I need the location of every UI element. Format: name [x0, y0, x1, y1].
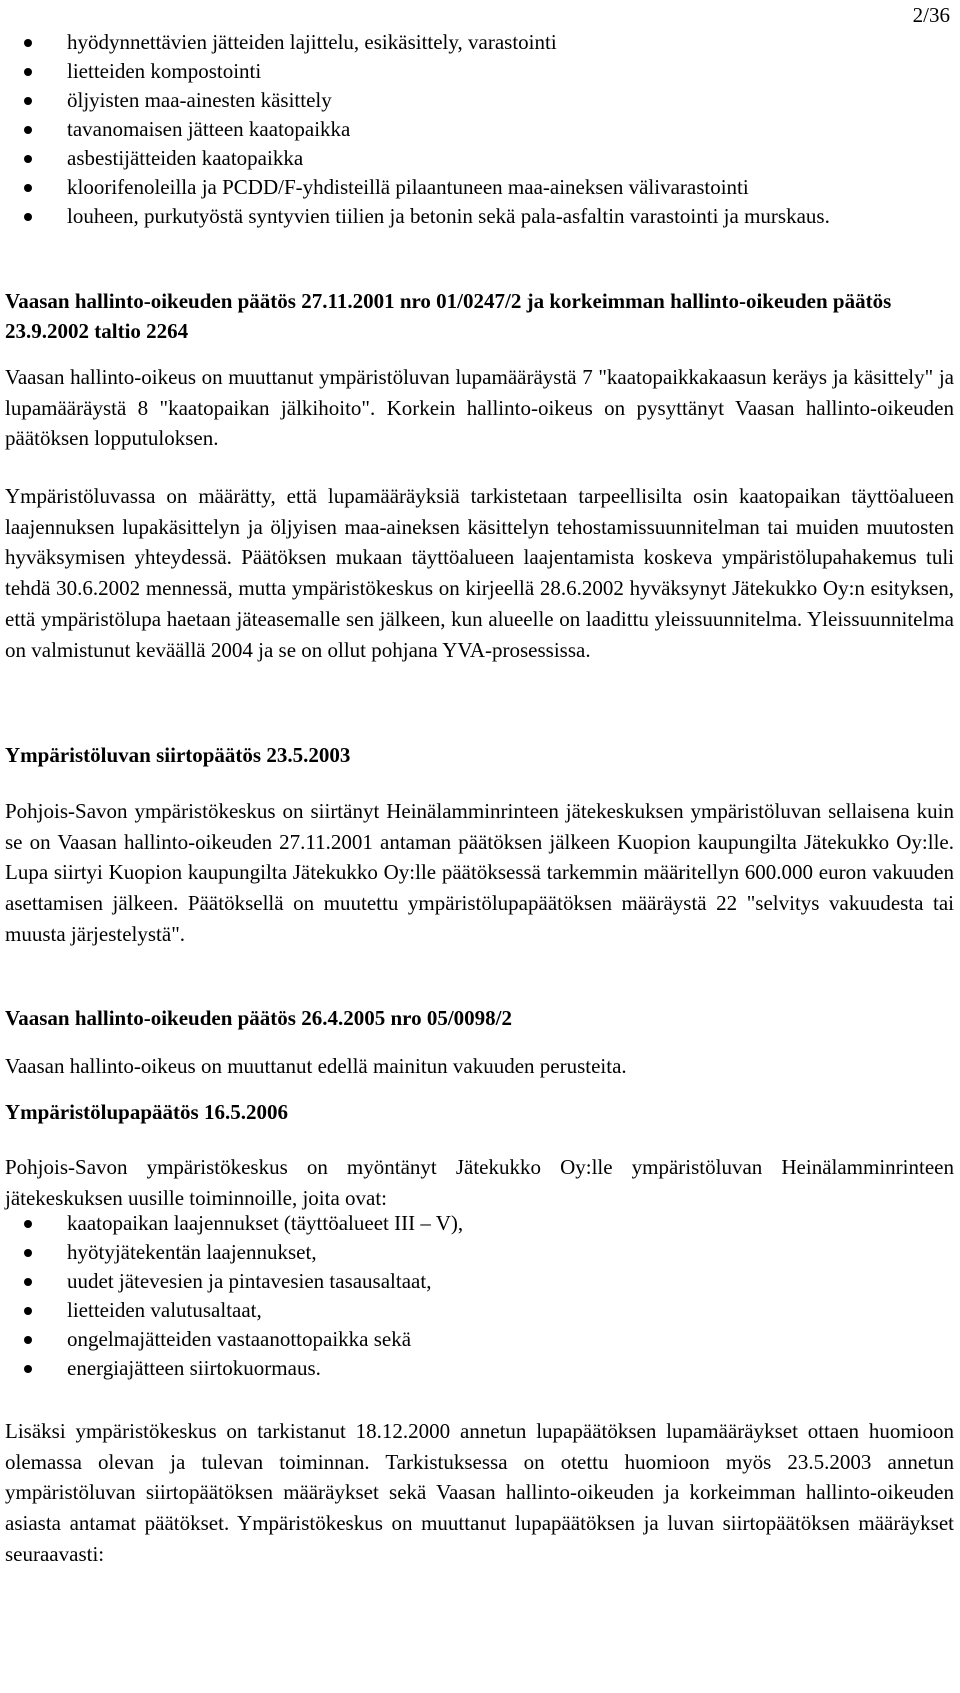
section-heading: Vaasan hallinto-oikeuden päätös 26.4.2005 nro 05/0098/2 [5, 1006, 513, 1030]
list-item: lietteiden valutusaltaat, [0, 1296, 483, 1325]
list-item: energiajätteen siirtokuormaus. [0, 1354, 483, 1383]
list-item: louheen, purkutyöstä syntyvien tiilien ja betonin sekä pala-asfaltin varastointi ja murskaus. [0, 202, 850, 231]
paragraph: Vaasan hallinto-oikeus on muuttanut edellä mainitun vakuuden perusteita. [5, 1054, 627, 1078]
list-item: öljyisten maa-ainesten käsittely [0, 86, 850, 115]
list-item: hyötyjätekentän laajennukset, [0, 1238, 483, 1267]
list-item: hyödynnettävien jätteiden lajittelu, esikäsittely, varastointi [0, 28, 850, 57]
section-heading: Vaasan hallinto-oikeuden päätös 27.11.2001 nro 01/0247/2 ja korkeimman hallinto-oikeuden päätös 23.9.2002 taltio 2264 [5, 289, 892, 343]
list-item: uudet jätevesien ja pintavesien tasausaltaat, [0, 1267, 483, 1296]
activity-list [0, 28, 850, 231]
list-item: tavanomaisen jätteen kaatopaikka [0, 115, 850, 144]
list-item: ongelmajätteiden vastaanottopaikka sekä [0, 1325, 483, 1354]
list-item: asbestijätteiden kaatopaikka [0, 144, 850, 173]
paragraph: Pohjois-Savon ympäristökeskus on myöntänyt Jätekukko Oy:lle ympäristöluvan Heinälamminrinteen jätekeskuksen uusille toiminnoille, joita ovat: [5, 1155, 954, 1210]
list-item: kloorifenoleilla ja PCDD/F-yhdisteillä pilaantuneen maa-aineksen välivarastointi [0, 173, 850, 202]
paragraph: Pohjois-Savon ympäristökeskus on siirtänyt Heinälamminrinteen jätekeskuksen ympäristöluvan sellaisena kuin se on Vaasan hallinto-oikeuden 27.11.2001 antaman päätöksen jälkeen Kuopion kaupungilta Jätekukko Oy:lle. Lupa siirtyi Kuopion kaupungilta Jätekukko Oy:lle päätöksessä tarkemmin määritellyn 600.000 euron vakuuden asettamisen jälkeen. Päätöksellä on muutettu ympäristölupapäätöksen määräystä 22 "selvitys vakuudesta tai muusta järjestelystä". [5, 799, 954, 946]
section-heading: Ympäristöluvan siirtopäätös 23.5.2003 [5, 743, 351, 767]
paragraph: Ympäristöluvassa on määrätty, että lupamääräyksiä tarkistetaan tarpeellisilta osin kaatopaikan täyttöalueen laajennuksen lupakäsittelyn ja öljyisen maa-aineksen käsittelyn tehostamissuunnitelman tai muiden muutosten hyväksymisen yhteydessä. Päätöksen mukaan täyttöalueen laajentamista koskeva ympäristölupahakemus tuli tehdä 30.6.2002 mennessä, mutta ympäristökeskus on kirjeellä 28.6.2002 hyväksynyt Jätekukko Oy:n esityksen, että ympäristölupa haetaan jäteasemalle sen jälkeen, kun alueelle on laadittu yleissuunnitelma. Yleissuunnitelma on valmistunut keväällä 2004 ja se on ollut pohjana YVA-prosessissa. [5, 484, 954, 662]
section-heading: Ympäristölupapäätös 16.5.2006 [5, 1100, 288, 1124]
paragraph: Vaasan hallinto-oikeus on muuttanut ympäristöluvan lupamääräystä 7 "kaatopaikkakaasun keräys ja käsittely" ja lupamääräystä 8 "kaatopaikan jälkihoito". Korkein hallinto-oikeus on pysyttänyt Vaasan hallinto-oikeuden päätöksen lopputuloksen. [5, 365, 954, 451]
paragraph: Lisäksi ympäristökeskus on tarkistanut 18.12.2000 annetun lupapäätöksen lupamääräykset ottaen huomioon olemassa olevan ja tulevan toiminnan. Tarkistuksessa on otettu huomioon myös 23.5.2003 annetun ympäristöluvan siirtopäätöksen määräykset sekä Vaasan hallinto-oikeuden ja korkeimman hallinto-oikeuden asiasta antamat päätökset. Ympäristökeskus on muuttanut lupapäätöksen ja luvan siirtopäätöksen määräykset seuraavasti: [5, 1419, 954, 1566]
list-item: kaatopaikan laajennukset (täyttöalueet III – V), [0, 1209, 483, 1238]
list-item: lietteiden kompostointi [0, 57, 850, 86]
page-number: 2/36 [912, 3, 950, 27]
new-operations-list [0, 1209, 483, 1383]
